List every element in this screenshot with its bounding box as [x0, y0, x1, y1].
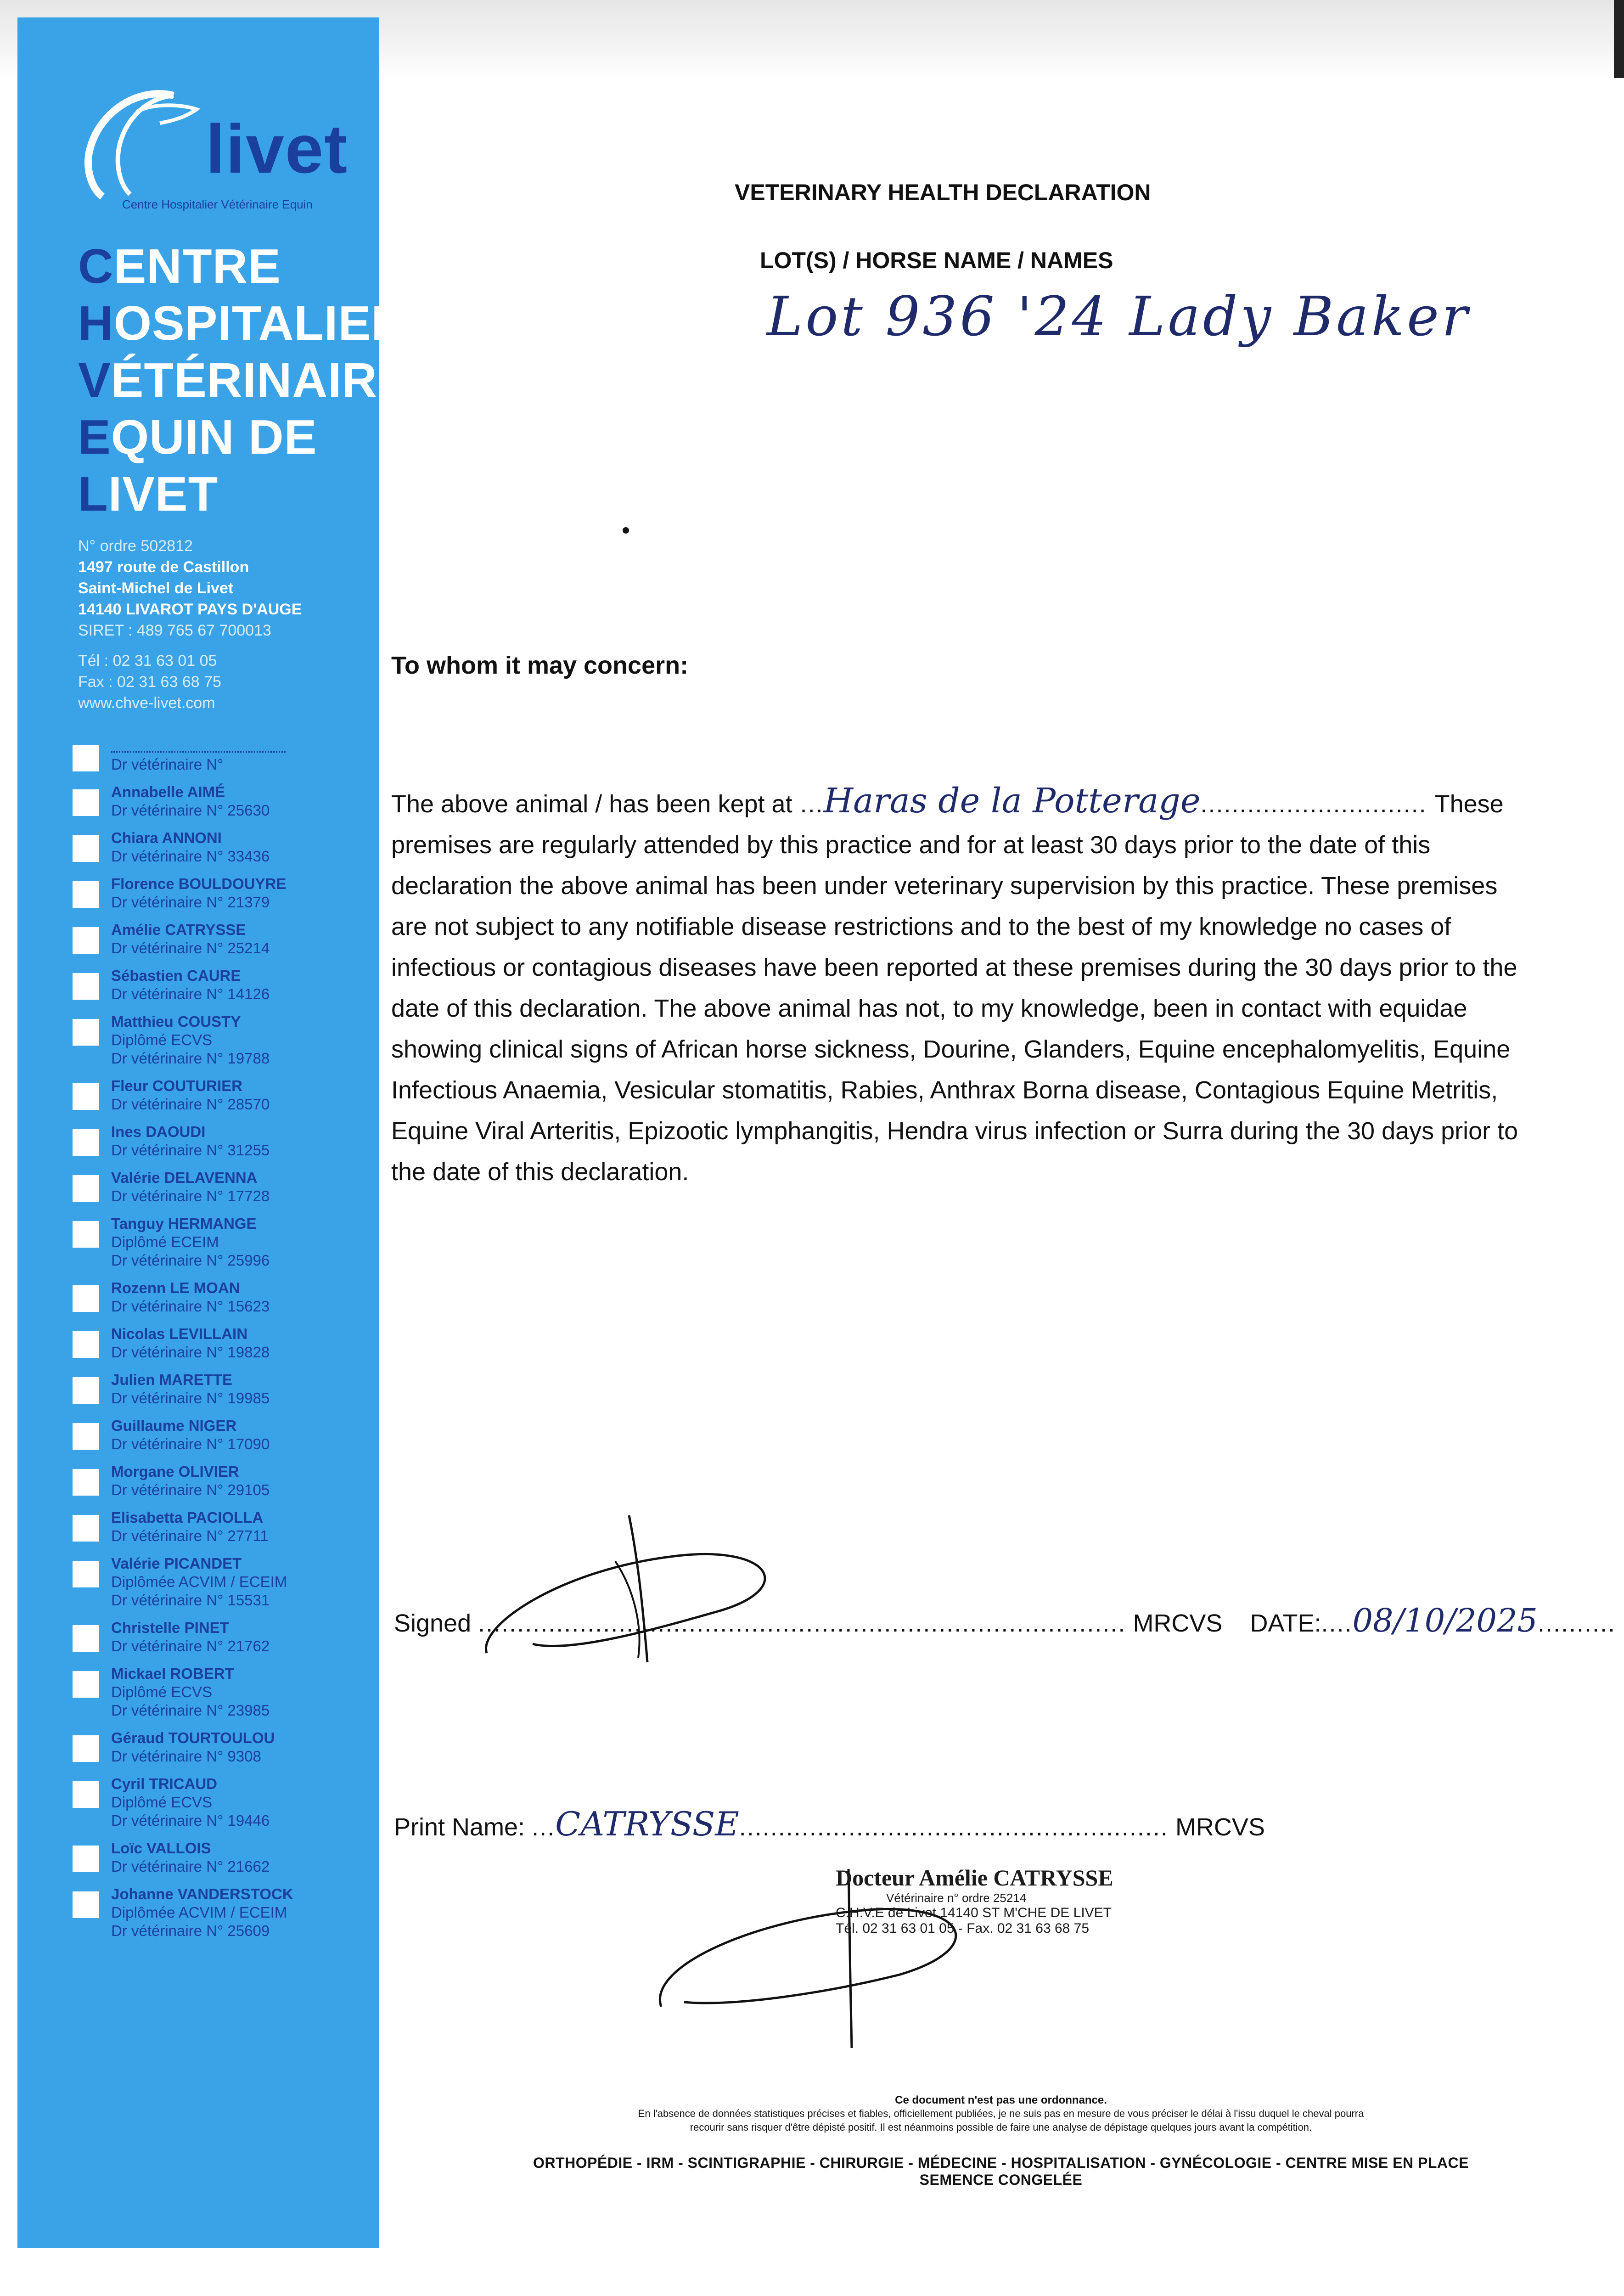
vet-entry	[73, 1169, 376, 1205]
vet-name: Morgane OLIVIER	[111, 1463, 239, 1480]
blank-name-line	[111, 738, 286, 753]
vet-entry	[73, 1554, 376, 1609]
lot-handwritten: Lot 936 '24 Lady Baker	[767, 285, 1471, 348]
vet-entry-blank	[73, 738, 376, 774]
horse-head-icon	[68, 77, 206, 206]
vet-text	[111, 1665, 270, 1720]
vet-detail: Dr vétérinaire N° 17728	[111, 1187, 270, 1204]
vet-text	[111, 1885, 293, 1940]
vet-number: Dr vétérinaire N° 19788	[111, 1050, 270, 1067]
vet-detail: Dr vétérinaire N° 17090	[111, 1435, 270, 1452]
body-prefix: The above animal / has been kept at	[391, 790, 792, 818]
clinic-name-line: LIVET	[78, 467, 219, 521]
vet-name: Mickael ROBERT	[111, 1665, 234, 1682]
document-title: VETERINARY HEALTH DECLARATION	[735, 180, 1151, 205]
vet-entry	[73, 1417, 376, 1453]
vet-entry	[73, 1885, 376, 1940]
stamp-address: C.H.V.E de Livet 14140 ST M'CHE DE LIVET	[836, 1905, 1112, 1920]
signed-row: Signed ................................................................................... MRCVS DATE:....08/10/2025..........	[394, 1602, 1616, 1639]
vet-checkbox	[73, 789, 99, 816]
vet-checkbox	[73, 1846, 99, 1872]
stamp-phone: Tél. 02 31 63 01 05 - Fax. 02 31 63 68 75	[836, 1921, 1090, 1936]
vet-entry	[73, 1463, 376, 1499]
vet-checkbox	[73, 1175, 99, 1202]
vet-text	[111, 1619, 270, 1655]
vet-checkbox	[73, 1285, 99, 1312]
vet-text	[111, 1169, 270, 1205]
vet-number: Dr vétérinaire N° 15531	[111, 1592, 270, 1609]
ordre-number: N° ordre 502812	[78, 537, 193, 555]
body-suffix: These premises are regularly attended by this practice and for at least 30 days prior to the date of this declaration the above animal has been under veterinary supervision by this practice. These premises are not subject to any notifiable disease restrictions and to the best of my knowledge no cases of infectious or contagious diseases have been reported at these premises during the 30 days prior to the date of this declaration. The above animal has not, to my knowledge, been in contact with equidae showing clinical signs of African horse sickness, Dourine, Glanders, Equine encephalomyelitis, Equine Infectious Anaemia, Vesicular stomatitis, Rabies, Anthrax Borna disease, Contagious Equine Metritis, Equine Viral Arteritis, Epizootic lymphangitis, Hendra virus infection or Surra during the 30 days prior to the date of this declaration.	[391, 790, 1518, 1186]
vet-name: Sébastien CAURE	[111, 967, 241, 984]
vet-entry	[73, 1775, 376, 1830]
vet-entry	[73, 1371, 376, 1407]
vet-text	[111, 1554, 287, 1609]
vet-name: Rozenn LE MOAN	[111, 1279, 240, 1296]
vet-text	[111, 875, 286, 912]
vet-checkbox	[73, 1671, 99, 1698]
vet-detail: Dr vétérinaire N° 21762	[111, 1638, 270, 1654]
vet-text	[111, 1013, 270, 1068]
vet-detail: Dr vétérinaire N° 19985	[111, 1390, 270, 1407]
vet-checkbox	[73, 1781, 99, 1808]
vet-text	[111, 829, 270, 866]
greeting: To whom it may concern:	[391, 652, 689, 679]
stamp-ordre: Vétérinaire n° ordre 25214	[886, 1891, 1027, 1905]
stamp-name: Docteur Amélie CATRYSSE	[836, 1865, 1113, 1891]
print-name-handwritten: CATRYSSE	[555, 1805, 739, 1843]
vet-number: Dr vétérinaire N° 25609	[111, 1922, 270, 1939]
vet-name: Guillaume NIGER	[111, 1417, 237, 1434]
address-line: 14140 LIVAROT PAYS D'AUGE	[78, 601, 302, 618]
vet-checkbox	[73, 1019, 99, 1046]
signature-scribble	[478, 1506, 808, 1671]
vet-checkbox	[73, 1625, 99, 1652]
vet-checkbox	[73, 1083, 99, 1110]
vet-name: Amélie CATRYSSE	[111, 921, 246, 938]
vet-entry	[73, 829, 376, 866]
clinic-name	[78, 238, 410, 523]
signed-label: Signed	[394, 1609, 472, 1637]
vet-checkbox	[73, 1377, 99, 1404]
vet-detail: Dr vétérinaire N° 21379	[111, 894, 270, 911]
vet-checkbox	[73, 835, 99, 862]
vet-text	[111, 1508, 269, 1545]
vet-text	[111, 921, 270, 957]
vet-text	[111, 1775, 270, 1830]
vet-text	[111, 783, 270, 820]
lot-label: LOT(S) / HORSE NAME / NAMES	[760, 248, 1113, 273]
vet-entry	[73, 1279, 376, 1316]
vet-entry	[73, 783, 376, 820]
vet-number: Dr vétérinaire N° 23985	[111, 1702, 270, 1719]
vet-detail: Dr vétérinaire N° 25630	[111, 802, 270, 819]
vet-text	[111, 1279, 270, 1316]
vet-checkbox	[73, 1735, 99, 1762]
vet-detail: Dr vétérinaire N° 14126	[111, 985, 270, 1002]
vet-text	[111, 1077, 270, 1114]
veterinary-stamp	[836, 1864, 1134, 1936]
clinic-contact	[78, 535, 302, 714]
vet-entry	[73, 1729, 376, 1766]
vet-name: Johanne VANDERSTOCK	[111, 1885, 293, 1902]
vet-list	[73, 738, 376, 1949]
clinic-logo	[68, 77, 371, 215]
vet-name: Elisabetta PACIOLLA	[111, 1509, 264, 1526]
vet-name: Matthieu COUSTY	[111, 1013, 241, 1030]
vet-detail: Dr vétérinaire N° 28570	[111, 1096, 270, 1113]
vet-detail: Diplômé ECEIM	[111, 1233, 219, 1250]
vet-detail: Dr vétérinaire N° 31255	[111, 1142, 270, 1159]
vet-name: Annabelle AIMÉ	[111, 783, 225, 800]
clinic-name-line: HOSPITALIER	[78, 296, 407, 350]
vet-detail: Dr vétérinaire N° 9308	[111, 1748, 261, 1765]
vet-entry	[73, 967, 376, 1003]
vet-name: Nicolas LEVILLAIN	[111, 1325, 248, 1342]
vet-checkbox	[73, 1129, 99, 1156]
vet-number: Dr vétérinaire N° 25996	[111, 1252, 270, 1269]
vet-detail: Dr vétérinaire N° 29105	[111, 1481, 270, 1498]
clinic-name-line: EQUIN DE	[78, 410, 317, 464]
vet-name: Florence BOULDOUYRE	[111, 875, 287, 892]
vet-number: Dr vétérinaire N°	[111, 756, 224, 773]
vet-text	[111, 1729, 275, 1766]
footer-notice: Ce document n'est pas une ordonnance.	[895, 2094, 1107, 2106]
mrcvs-label: MRCVS	[1133, 1609, 1223, 1637]
vet-checkbox	[73, 927, 99, 954]
mrcvs-label: MRCVS	[1175, 1813, 1265, 1841]
vet-name: Ines DAOUDI	[111, 1123, 206, 1140]
vet-checkbox	[73, 1221, 99, 1248]
footer-disclaimer: recourir sans risquer d'être dépisté positif. Il est néanmoins possible de faire une analyse de dépistage quelques jours avant la compétition.	[690, 2122, 1312, 2133]
vet-detail: Dr vétérinaire N° 19828	[111, 1344, 270, 1361]
vet-entry	[73, 1077, 376, 1114]
vet-text	[111, 1325, 270, 1362]
vet-entry	[73, 1123, 376, 1159]
vet-entry	[73, 875, 376, 912]
siret: SIRET : 489 765 67 700013	[78, 622, 271, 639]
logo-subtitle: Centre Hospitalier Vétérinaire Equin	[122, 197, 313, 211]
letterhead-sidebar	[17, 17, 410, 2248]
vet-text	[111, 967, 270, 1003]
vet-text	[111, 1371, 270, 1407]
vet-entry	[73, 1665, 376, 1720]
vet-detail: Dr vétérinaire N° 33436	[111, 848, 270, 865]
vet-text	[111, 1839, 270, 1876]
vet-entry	[73, 1619, 376, 1655]
premises-handwritten: Haras de la Potterage	[823, 781, 1201, 821]
vet-checkbox	[73, 1331, 99, 1358]
vet-name: Chiara ANNONI	[111, 829, 222, 846]
clinic-name-line: CENTRE	[78, 239, 281, 293]
vet-detail: Diplômée ACVIM / ECEIM	[111, 1573, 287, 1590]
vet-name: Christelle PINET	[111, 1619, 229, 1636]
vet-name: Géraud TOURTOULOU	[111, 1729, 275, 1746]
print-name-row: Print Name: ...CATRYSSE....................................................... MRCVS	[394, 1805, 1265, 1843]
vet-entry	[73, 1839, 376, 1876]
footer	[496, 2094, 1506, 2189]
vet-checkbox	[73, 1891, 99, 1918]
vet-entry	[73, 1508, 376, 1545]
vet-detail: Diplômée ACVIM / ECEIM	[111, 1904, 287, 1921]
vet-checkbox	[73, 973, 99, 1000]
vet-text	[111, 1417, 270, 1453]
vet-detail: Diplômé ECVS	[111, 1683, 213, 1700]
address-line: 1497 route de Castillon	[78, 558, 249, 576]
vet-name: Julien MARETTE	[111, 1371, 233, 1388]
footer-disclaimer: En l'absence de données statistiques précises et fiables, officiellement publiées, je ne suis pas en mesure de vous préciser le délai à l'issu duquel le cheval pourra	[638, 2108, 1364, 2119]
vet-checkbox	[73, 1469, 99, 1496]
vet-entry	[73, 1013, 376, 1068]
vet-checkbox	[73, 1423, 99, 1450]
vet-text	[111, 1463, 270, 1499]
vet-entry	[73, 1325, 376, 1362]
vet-text	[111, 1215, 270, 1270]
print-name-label: Print Name:	[394, 1813, 525, 1841]
logo-wordmark: livet	[206, 110, 348, 187]
declaration-body: The above animal / has been kept at ...Haras de la Potterage............................. These premises are regularly attended by this practice and for at least 30 days prior to the date of this declaration the above animal has been under veterinary supervision by this practice. These premises are not subject to any notifiable disease restrictions and to the best of my knowledge no cases of infectious or contagious diseases have been reported at these premises during the 30 days prior to the date of this declaration. The above animal has not, to my knowledge, been in contact with equidae showing clinical signs of African horse sickness, Dourine, Glanders, Equine encephalomyelitis, Equine Infectious Anaemia, Vesicular stomatitis, Rabies, Anthrax Borna disease, Contagious Equine Metritis, Equine Viral Arteritis, Epizootic lymphangitis, Hendra virus infection or Surra during the 30 days prior to the date of this declaration.	[391, 781, 1518, 1186]
vet-checkbox	[73, 745, 99, 771]
phone: Tél : 02 31 63 01 05	[78, 652, 217, 670]
vet-detail: Dr vétérinaire N° 25214	[111, 940, 270, 957]
vet-name: Loïc VALLOIS	[111, 1840, 211, 1857]
scan-edge	[1614, 0, 1624, 78]
vet-checkbox	[73, 1515, 99, 1542]
vet-entry	[73, 1215, 376, 1270]
date-handwritten: 08/10/2025	[1352, 1602, 1538, 1639]
vet-number: Dr vétérinaire N° 19446	[111, 1812, 270, 1829]
footer-services: ORTHOPÉDIE - IRM - SCINTIGRAPHIE - CHIRURGIE - MÉDECINE - HOSPITALISATION - GYNÉCOLOGIE - CENTRE MISE EN PLACE SEMENCE CONGELÉE	[533, 2155, 1469, 2188]
vet-text	[111, 1123, 270, 1159]
vet-name: Cyril TRICAUD	[111, 1775, 218, 1792]
vet-name: Valérie DELAVENNA	[111, 1169, 258, 1186]
ink-dot	[623, 527, 629, 534]
vet-detail: Dr vétérinaire N° 21662	[111, 1858, 270, 1875]
vet-name: Valérie PICANDET	[111, 1555, 242, 1572]
clinic-name-line: VÉTÉRINAIRE	[78, 353, 410, 407]
vet-entry	[73, 921, 376, 957]
vet-detail: Diplômé ECVS	[111, 1794, 213, 1811]
vet-name: Fleur COUTURIER	[111, 1077, 243, 1094]
vet-detail: Dr vétérinaire N° 15623	[111, 1298, 270, 1315]
fax: Fax : 02 31 63 68 75	[78, 673, 221, 691]
vet-name: Tanguy HERMANGE	[111, 1215, 257, 1232]
website: www.chve-livet.com	[78, 694, 215, 712]
address-line: Saint-Michel de Livet	[78, 580, 234, 597]
vet-detail: Dr vétérinaire N° 27711	[111, 1527, 269, 1544]
vet-checkbox	[73, 881, 99, 908]
vet-detail: Diplômé ECVS	[111, 1031, 213, 1048]
vet-checkbox	[73, 1561, 99, 1587]
date-label: DATE:	[1250, 1609, 1321, 1637]
